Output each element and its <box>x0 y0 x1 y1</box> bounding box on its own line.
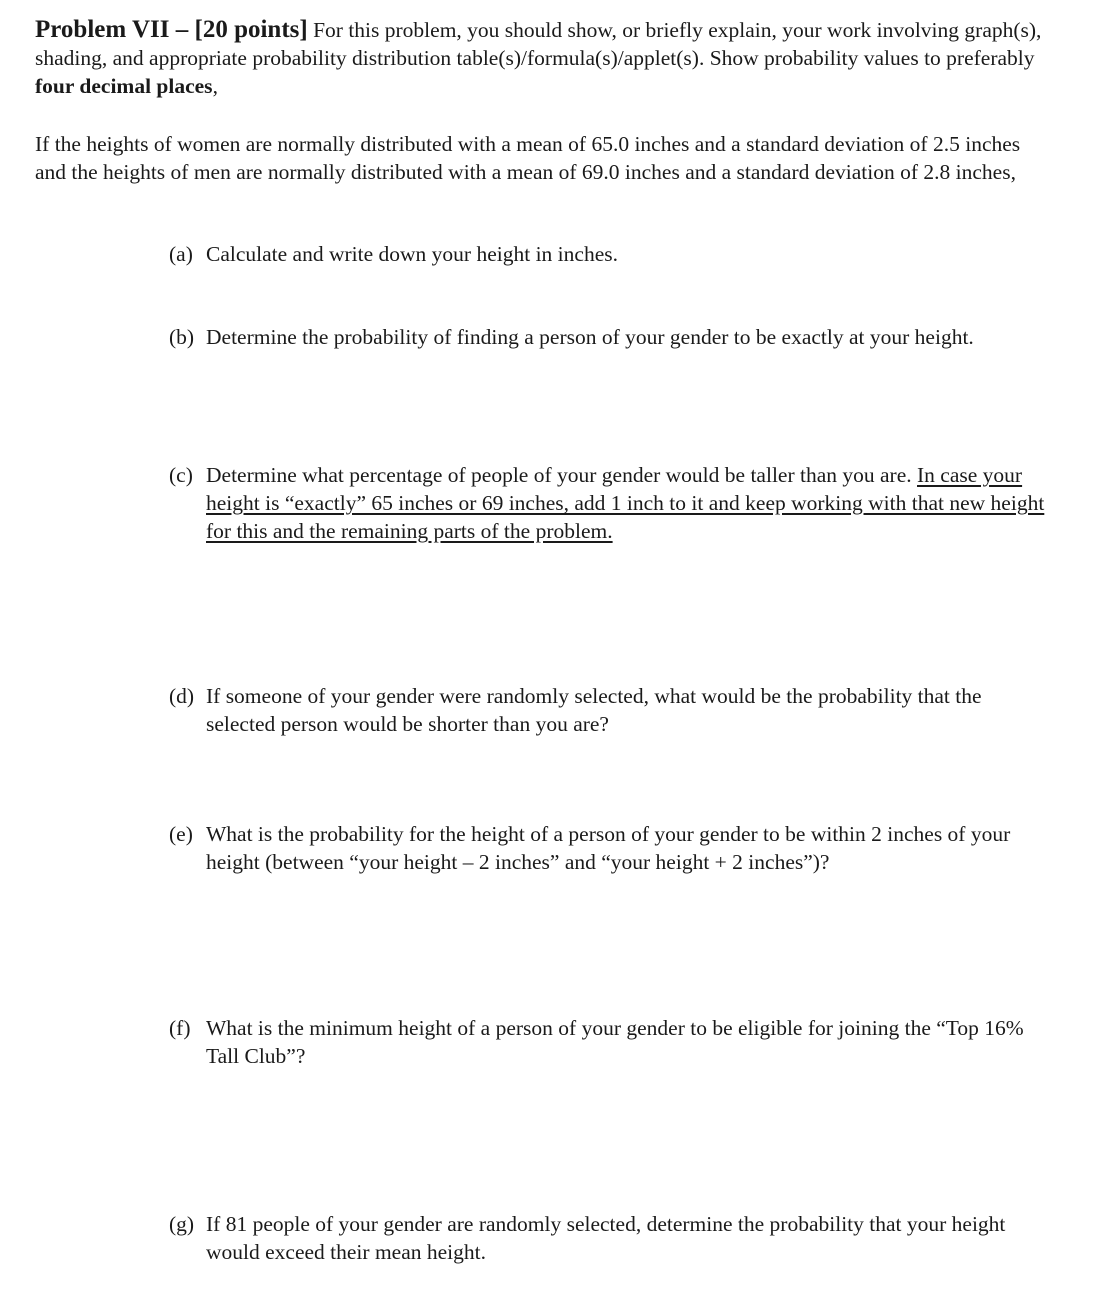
question-label: (b) <box>169 325 195 349</box>
intro-text: For this problem, you should show, or briefly explain, your work involving graph(s), shading, and appropriate probability distribution table(s)/formula(s)/applet(s). Show probability values to preferably <box>35 18 1042 70</box>
problem-title: Problem VII – [20 points] <box>35 16 308 43</box>
question-label: (f) <box>169 1016 191 1040</box>
intro-text-end: , <box>212 74 218 98</box>
question-label: (a) <box>169 242 193 266</box>
decimal-places-emphasis: four decimal places <box>35 74 213 98</box>
question-text: Calculate and write down your height in inches. <box>206 242 618 266</box>
question-text: If 81 people of your gender are randomly selected, determine the probability that your height would exceed their mean height. <box>206 1212 1006 1264</box>
question-label: (d) <box>169 684 195 708</box>
question-a <box>169 240 1049 268</box>
question-text: What is the minimum height of a person of your gender to be eligible for joining the “Top 16% Tall Club”? <box>206 1016 1024 1068</box>
question-b <box>169 323 1049 351</box>
question-body <box>206 461 1049 545</box>
question-text: If someone of your gender were randomly selected, what would be the probability that the selected person would be shorter than you are? <box>206 684 982 736</box>
question-c <box>169 461 1049 545</box>
question-e <box>169 820 1049 876</box>
question-label: (c) <box>169 463 193 487</box>
question-label: (g) <box>169 1212 195 1236</box>
question-text: What is the probability for the height of a person of your gender to be within 2 inches of your height (between “your height – 2 inches” and “your height + 2 inches”)? <box>206 822 1011 874</box>
question-label: (e) <box>169 822 193 846</box>
given-distributions: If the heights of women are normally distributed with a mean of 65.0 inches and a standard deviation of 2.5 inches and the heights of men are normally distributed with a mean of 69.0 inches and a standard deviation of 2.8 inches, <box>35 132 1021 184</box>
question-g <box>169 1210 1049 1266</box>
problem-intro <box>35 16 1050 100</box>
question-d <box>169 682 1049 738</box>
question-text: Determine the probability of finding a person of your gender to be exactly at your height. <box>206 325 974 349</box>
question-f <box>169 1014 1049 1070</box>
question-text: Determine what percentage of people of your gender would be taller than you are. <box>206 463 918 487</box>
underlined-instruction: In case your height is “exactly” 65 inches or 69 inches, add 1 inch to it and keep working with that new height for this and the remaining parts of the problem. <box>206 463 1045 543</box>
